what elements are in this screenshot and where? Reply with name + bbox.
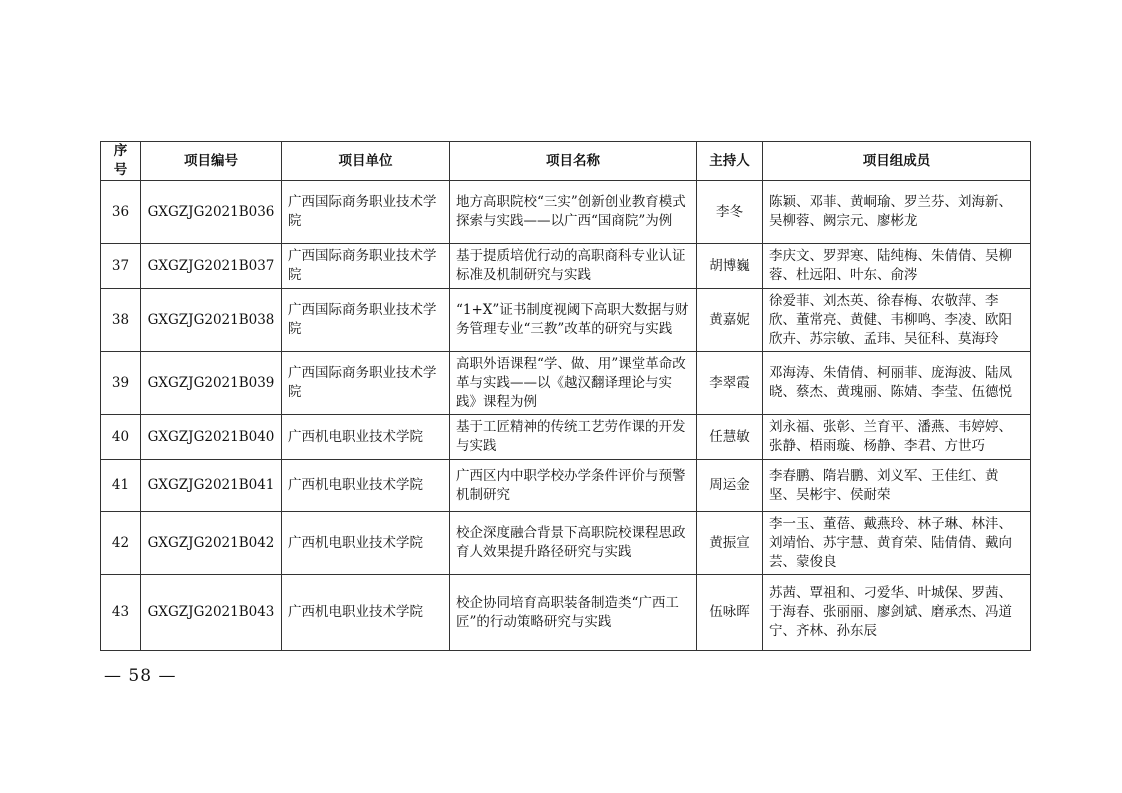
cell-name: 地方高职院校“三实”创新创业教育模式探索与实践——以广西“国商院”为例 <box>450 181 697 244</box>
cell-members: 苏茜、覃祖和、刁爱华、叶城保、罗茜、于海春、张丽丽、廖剑斌、磨承杰、冯道宁、齐林、孙东辰 <box>763 575 1031 651</box>
cell-code: GXGZJG2021B036 <box>141 181 282 244</box>
cell-unit: 广西国际商务职业技术学院 <box>282 352 450 415</box>
cell-members: 李春鹏、隋岩鹏、刘义军、王佳红、黄坚、吴彬宇、侯耐荣 <box>763 460 1031 512</box>
cell-members: 徐爱菲、刘杰英、徐春梅、农敬萍、李欣、董常亮、黄健、韦柳鸣、李凌、欧阳欣卉、苏宗敏、孟玮、吴征科、莫海玲 <box>763 289 1031 352</box>
cell-leader: 李翠霞 <box>697 352 763 415</box>
cell-seq: 41 <box>101 460 141 512</box>
header-leader: 主持人 <box>697 142 763 181</box>
cell-name: 校企协同培育高职装备制造类“广西工匠”的行动策略研究与实践 <box>450 575 697 651</box>
cell-code: GXGZJG2021B037 <box>141 244 282 289</box>
cell-members: 李一玉、董蓓、戴燕玲、林子琳、林沣、刘靖怡、苏宇慧、黄育荣、陆倩倩、戴向芸、蒙俊良 <box>763 512 1031 575</box>
cell-unit: 广西国际商务职业技术学院 <box>282 289 450 352</box>
table-row <box>101 181 1031 244</box>
cell-members: 邓海涛、朱倩倩、柯丽菲、庞海波、陆凤晓、蔡杰、黄瑰丽、陈婧、李莹、伍德悦 <box>763 352 1031 415</box>
cell-name: 基于工匠精神的传统工艺劳作课的开发与实践 <box>450 415 697 460</box>
table-row <box>101 289 1031 352</box>
cell-unit: 广西机电职业技术学院 <box>282 460 450 512</box>
cell-code: GXGZJG2021B039 <box>141 352 282 415</box>
cell-seq: 37 <box>101 244 141 289</box>
cell-leader: 胡博巍 <box>697 244 763 289</box>
header-name: 项目名称 <box>450 142 697 181</box>
table-row <box>101 352 1031 415</box>
cell-seq: 36 <box>101 181 141 244</box>
table-row <box>101 460 1031 512</box>
cell-unit: 广西机电职业技术学院 <box>282 575 450 651</box>
cell-name: 高职外语课程“学、做、用”课堂革命改革与实践——以《越汉翻译理论与实践》课程为例 <box>450 352 697 415</box>
cell-seq: 38 <box>101 289 141 352</box>
cell-code: GXGZJG2021B042 <box>141 512 282 575</box>
cell-leader: 伍咏晖 <box>697 575 763 651</box>
cell-name: 校企深度融合背景下高职院校课程思政育人效果提升路径研究与实践 <box>450 512 697 575</box>
cell-name: 广西区内中职学校办学条件评价与预警机制研究 <box>450 460 697 512</box>
project-table <box>100 141 1031 651</box>
cell-unit: 广西国际商务职业技术学院 <box>282 181 450 244</box>
table-row <box>101 415 1031 460</box>
cell-leader: 黄嘉妮 <box>697 289 763 352</box>
header-seq: 序 号 <box>101 142 141 181</box>
header-unit: 项目单位 <box>282 142 450 181</box>
cell-seq: 40 <box>101 415 141 460</box>
header-code: 项目编号 <box>141 142 282 181</box>
cell-unit: 广西机电职业技术学院 <box>282 512 450 575</box>
header-members: 项目组成员 <box>763 142 1031 181</box>
table-row <box>101 244 1031 289</box>
table-row <box>101 512 1031 575</box>
cell-leader: 任慧敏 <box>697 415 763 460</box>
cell-leader: 周运金 <box>697 460 763 512</box>
cell-seq: 43 <box>101 575 141 651</box>
cell-members: 李庆文、罗羿寒、陆纯梅、朱倩倩、吴柳蓉、杜远阳、叶东、俞涔 <box>763 244 1031 289</box>
page-number: — 58 — <box>104 666 177 686</box>
table-header-row <box>101 142 1031 181</box>
cell-unit: 广西机电职业技术学院 <box>282 415 450 460</box>
cell-code: GXGZJG2021B040 <box>141 415 282 460</box>
cell-code: GXGZJG2021B041 <box>141 460 282 512</box>
cell-seq: 42 <box>101 512 141 575</box>
cell-name: 基于提质培优行动的高职商科专业认证标准及机制研究与实践 <box>450 244 697 289</box>
cell-leader: 李冬 <box>697 181 763 244</box>
table-row <box>101 575 1031 651</box>
cell-members: 陈颖、邓菲、黄峒瑜、罗兰芬、刘海新、吴柳蓉、阙宗元、廖彬龙 <box>763 181 1031 244</box>
cell-code: GXGZJG2021B038 <box>141 289 282 352</box>
cell-name: “1+X”证书制度视阈下高职大数据与财务管理专业“三教”改革的研究与实践 <box>450 289 697 352</box>
cell-code: GXGZJG2021B043 <box>141 575 282 651</box>
cell-seq: 39 <box>101 352 141 415</box>
cell-unit: 广西国际商务职业技术学院 <box>282 244 450 289</box>
cell-leader: 黄振宣 <box>697 512 763 575</box>
cell-members: 刘永福、张彰、兰育平、潘燕、韦婷婷、张静、梧雨璇、杨静、李君、方世巧 <box>763 415 1031 460</box>
